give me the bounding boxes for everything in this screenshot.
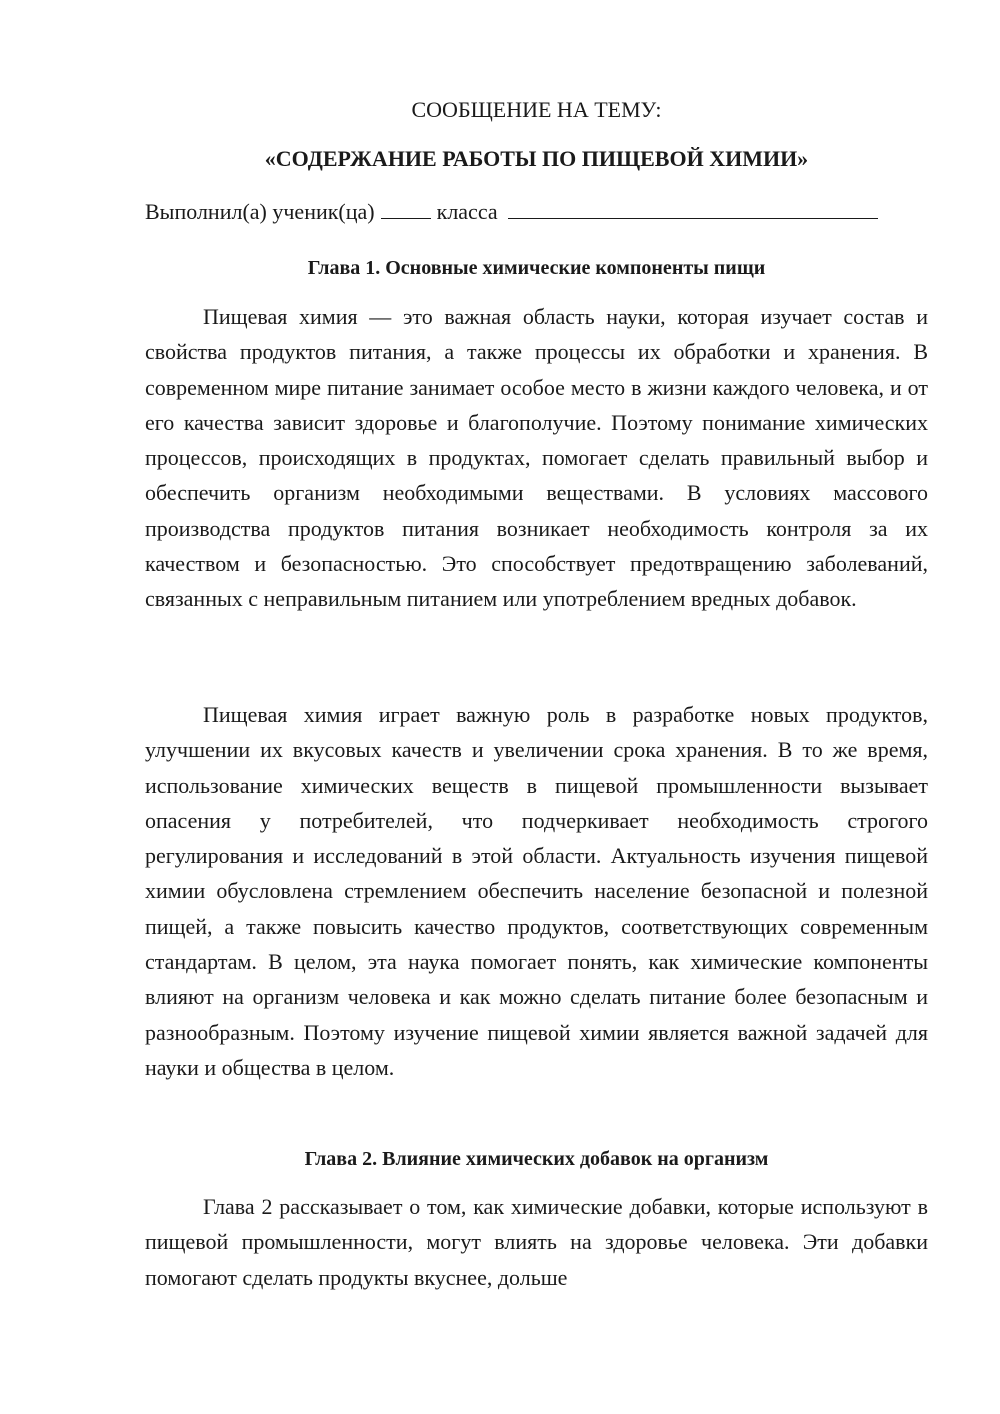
chapter1-paragraph2: Пищевая химия играет важную роль в разработке новых продуктов, улучшении их вкусовых качеств и увеличении срока хранения. В то же время, использование химических веществ в пищевой промышленности вызывает опасения у потребителей, что подчеркивает необходимость строгого регулирования и исследований в этой области. Актуальность изучения пищевой химии обусловлена стремлением обеспечить население безопасной и полезной пищей, а также повысить качество продуктов, соответствующих современным стандартам. В целом, эта наука помогает понять, как химические компоненты влияют на организм человека и как можно сделать питание более безопасным и разнообразным. Поэтому изучение пищевой химии является важной задачей для науки и общества в целом. — [145, 702, 928, 1080]
chapter1-heading: Глава 1. Основные химические компоненты пищи — [307, 257, 766, 279]
chapter2-paragraph1: Глава 2 рассказывает о том, как химические добавки, которые используют в пищевой промышленности, могут влиять на здоровье человека. Эти добавки помогают сделать продукты вкуснее, дольше — [145, 1194, 928, 1290]
chapter1-paragraph1: Пищевая химия — это важная область науки, которая изучает состав и свойства продуктов питания, а также процессы их обработки и хранения. В современном мире питание занимает особое место в жизни каждого человека, и от его качества зависит здоровье и благополучие. Поэтому понимание химических процессов, происходящих в продуктах, помогает сделать правильный выбор и обеспечить организм необходимыми веществами. В условиях массового производства продуктов питания возникает необходимость контроля за их качеством и безопасностью. Это способствует предотвращению заболеваний, связанных с неправильным питанием или употреблением вредных добавок. — [145, 304, 928, 612]
document-title-topic: «СОДЕРЖАНИЕ РАБОТЫ ПО ПИЩЕВОЙ ХИМИИ» — [264, 146, 809, 171]
document-title-line1: СООБЩЕНИЕ НА ТЕМУ: — [411, 97, 662, 122]
author-line — [145, 198, 928, 226]
performed-by-label: Выполнил(а) ученик(ца) — [145, 199, 375, 224]
class-number-blank — [381, 198, 431, 219]
class-label: класса — [436, 199, 498, 224]
chapter2-heading: Глава 2. Влияние химических добавок на организм — [304, 1148, 769, 1170]
class-name-blank — [508, 198, 878, 219]
